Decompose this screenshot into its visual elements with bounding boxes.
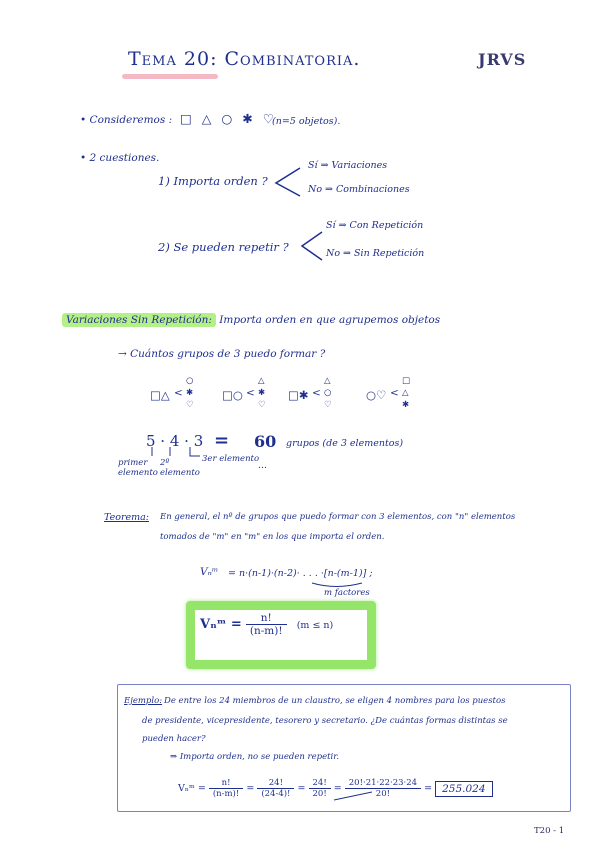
- question-1-yes: Sí ⇒ Variaciones: [308, 160, 388, 171]
- calc-eq-1: =: [246, 783, 255, 794]
- example-line-3: pueden hacer?: [142, 734, 206, 744]
- boxed-formula-fraction: [246, 612, 287, 637]
- calc-fraction-4: [345, 778, 421, 799]
- note-dots: ...: [258, 460, 268, 471]
- group-3-arrow: <: [312, 387, 321, 399]
- group-2-arrow: <: [246, 387, 255, 399]
- groups-row: [150, 378, 570, 418]
- example-line-2: de presidente, vicepresidente, tesorero y secretario. ¿De cuántas formas distintas se: [142, 716, 508, 726]
- page-number: T20 - 1: [534, 826, 565, 836]
- group-2-opt-3: ♡: [258, 400, 266, 410]
- group-1-arrow: <: [174, 387, 183, 399]
- questions-label: • 2 cuestiones.: [80, 152, 160, 164]
- calc-f1-num: n!: [209, 778, 243, 789]
- calc-f1-den: (n-m)!: [212, 789, 240, 799]
- group-1-base: □△: [150, 388, 170, 402]
- objects-note: (n=5 objetos).: [272, 116, 341, 127]
- example-calculation: [178, 778, 493, 799]
- example-label: Ejemplo:: [124, 696, 163, 706]
- question-2-no: No ⇒ Sin Repetición: [326, 248, 425, 259]
- teorema-line-2: tomados de "m" en "m" en los que importa el orden.: [160, 532, 385, 542]
- calc-f3-den: 20!: [312, 789, 327, 799]
- teorema-label: Teorema:: [104, 512, 149, 523]
- formula-expansion: = n·(n-1)·(n-2)· . . . ·[n-(m-1)] ;: [228, 568, 373, 579]
- group-1-opt-1: ○: [186, 376, 194, 386]
- calc-f4-num: 20!·21·22·23·24: [345, 778, 421, 789]
- group-3-opt-1: △: [324, 376, 331, 386]
- product-result-note: grupos (de 3 elementos): [286, 438, 404, 449]
- example-line-4: ⇒ Importa orden, no se pueden repetir.: [170, 752, 340, 762]
- objects-symbols: □ △ ○ ✱ ♡: [180, 111, 277, 126]
- group-1-opt-3: ♡: [186, 400, 194, 410]
- group-4-opt-3: ✱: [402, 400, 410, 410]
- group-3-opt-2: ○: [324, 388, 332, 398]
- note-second-element: 2º elemento: [160, 458, 200, 478]
- group-4-opt-2: △: [402, 388, 409, 398]
- variaciones-heading: [62, 314, 440, 326]
- note-third-element: 3er elemento: [202, 454, 260, 464]
- variaciones-heading-rest: Importa orden en que agrupemos objetos: [219, 314, 441, 326]
- title-highlight: [122, 74, 218, 79]
- formula-under-label: m factores: [324, 588, 370, 598]
- variaciones-heading-highlight: Variaciones Sin Repetición:: [62, 313, 216, 327]
- question-2: 2) Se pueden repetir ?: [158, 240, 289, 254]
- product-result: 60: [254, 432, 277, 451]
- calc-f4-den: 20!: [375, 789, 391, 799]
- product-equals: =: [214, 430, 230, 451]
- group-3-opt-3: ♡: [324, 400, 332, 410]
- calc-lhs: Vₙᵐ =: [178, 783, 206, 794]
- group-3-base: □✱: [288, 388, 309, 402]
- calc-fraction-3: [309, 778, 331, 799]
- variaciones-question: → Cuántos grupos de 3 puedo formar ?: [118, 348, 326, 360]
- consider-label: • Consideremos :: [80, 114, 173, 126]
- example-line-1: De entre los 24 miembros de un claustro, se eligen 4 nombres para los puestos: [164, 696, 506, 706]
- calc-eq-2: =: [297, 783, 306, 794]
- calc-eq-4: =: [424, 783, 433, 794]
- group-1-opt-2: ✱: [186, 388, 194, 398]
- question-1: 1) Importa orden ?: [158, 174, 268, 188]
- calc-f3-num: 24!: [309, 778, 331, 789]
- calc-f2-den: (24-4)!: [261, 789, 291, 799]
- group-4-base: ○♡: [366, 388, 387, 402]
- group-2-base: □○: [222, 388, 243, 402]
- boxed-formula-condition: (m ≤ n): [296, 620, 334, 631]
- question-1-no: No ⇒ Combinaciones: [308, 184, 410, 195]
- teorema-line-1: En general, el nº de grupos que puedo formar con 3 elementos, con "n" elementos: [160, 512, 516, 522]
- boxed-formula-lhs: Vₙᵐ =: [200, 617, 242, 632]
- note-first-element: primer elemento: [118, 458, 158, 478]
- calc-eq-3: =: [333, 783, 342, 794]
- calc-fraction-1: [209, 778, 243, 799]
- group-4-arrow: <: [390, 387, 399, 399]
- group-4-opt-1: □: [402, 376, 411, 386]
- group-2-opt-2: ✱: [258, 388, 266, 398]
- author-initials: JRVS: [478, 50, 527, 69]
- boxed-formula-num: n!: [246, 612, 287, 625]
- calc-result: 255.024: [435, 781, 492, 797]
- boxed-formula: [200, 612, 333, 637]
- page-title: Tema 20: Combinatoria.: [128, 48, 361, 70]
- product-expression: 5 · 4 · 3: [146, 432, 204, 450]
- question-2-yes: Sí ⇒ Con Repetición: [326, 220, 424, 231]
- calc-fraction-2: [257, 778, 294, 799]
- group-2-opt-1: △: [258, 376, 265, 386]
- calc-f2-num: 24!: [257, 778, 294, 789]
- boxed-formula-den: (n-m)!: [249, 625, 283, 637]
- formula-lhs: Vₙᵐ: [200, 566, 219, 578]
